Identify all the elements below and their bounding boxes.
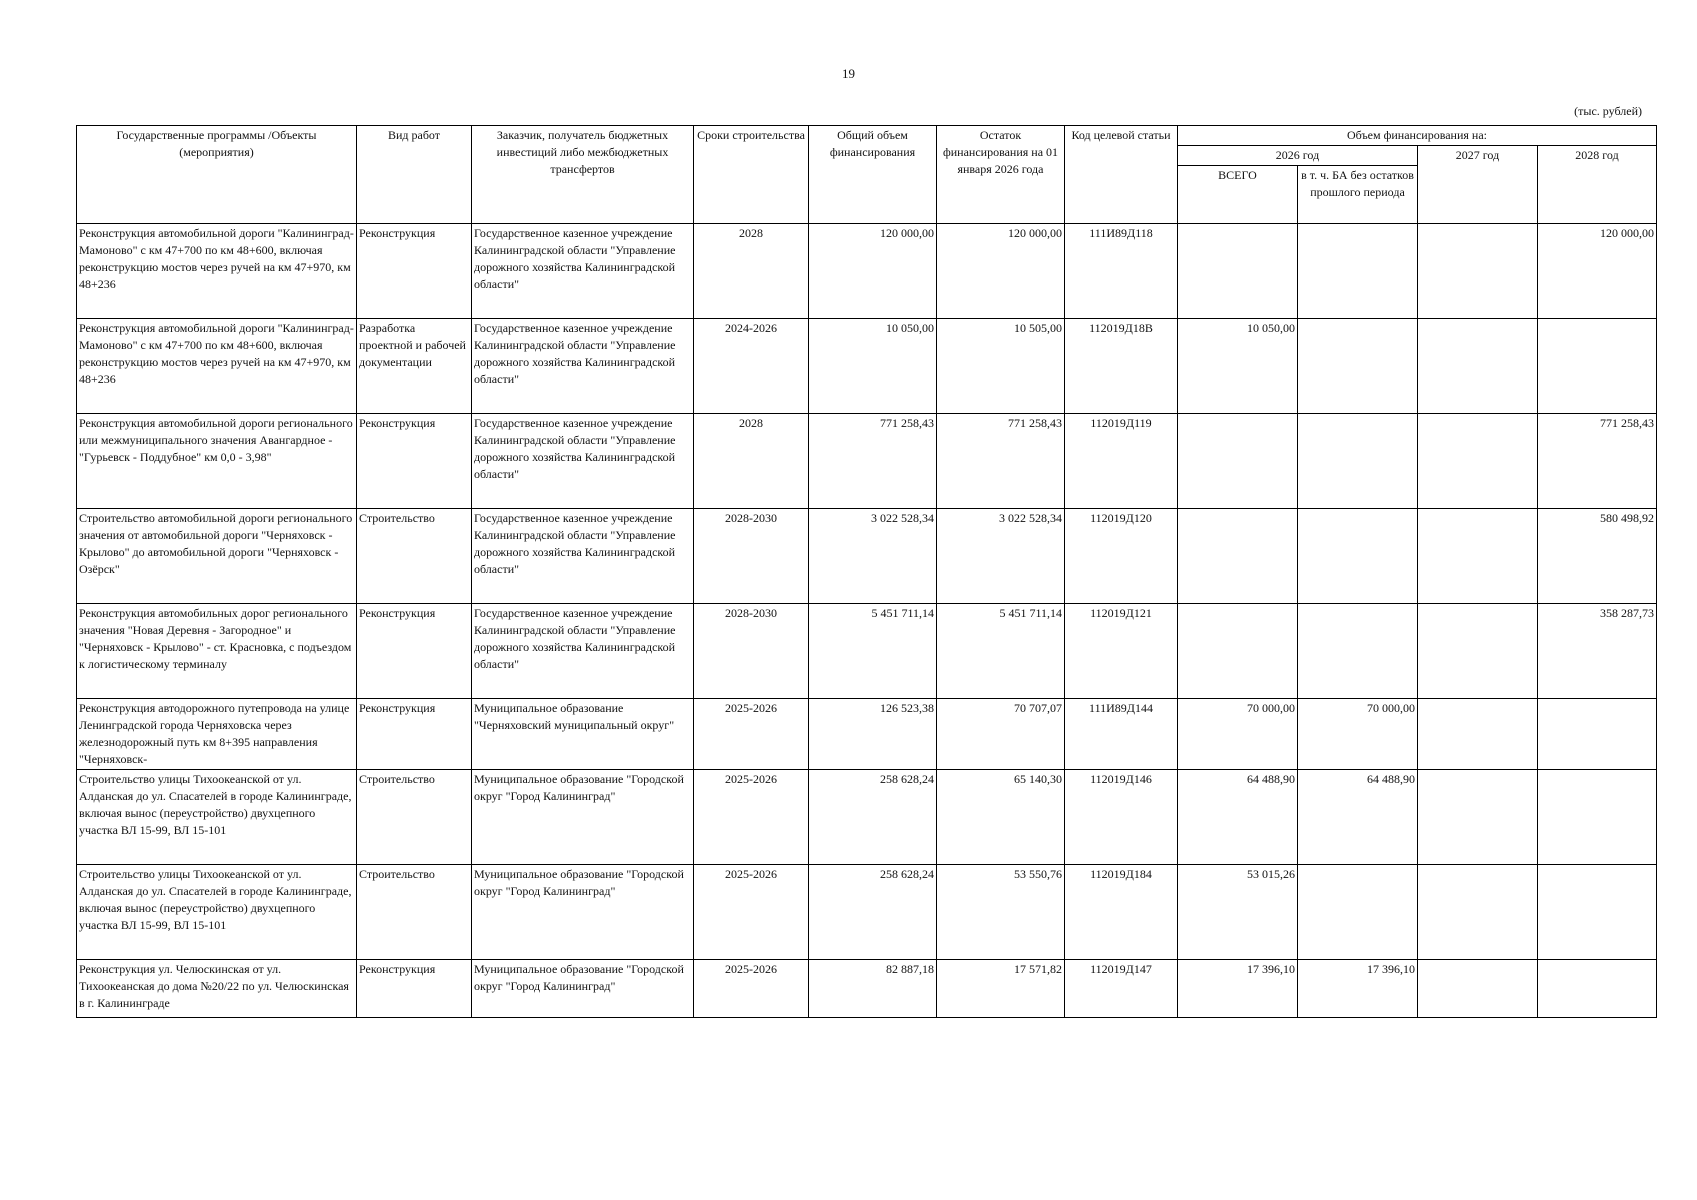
cell-program: Реконструкция автомобильной дороги регионального или межмуниципального значения Авангардное - "Гурьевск - Поддубное" км 0,0 - 3,98": [77, 414, 357, 509]
cell-remainder: 17 571,82: [937, 960, 1065, 1018]
cell-work-type: Реконструкция: [357, 960, 472, 1018]
cell-program: Реконструкция автодорожного путепровода на улице Ленинградской города Черняховска через железнодорожный путь км 8+395 направления "Черняховск-: [77, 699, 357, 770]
cell-total: 258 628,24: [809, 770, 937, 865]
cell-customer: Государственное казенное учреждение Калининградской области "Управление дорожного хозяйства Калининградской области": [472, 414, 694, 509]
cell-program: Реконструкция ул. Челюскинская от ул. Тихоокеанская до дома №20/22 по ул. Челюскинская в г. Калининграде: [77, 960, 357, 1018]
cell-2027: [1418, 319, 1538, 414]
header-2027: 2027 год: [1418, 146, 1538, 224]
header-all: ВСЕГО: [1178, 166, 1298, 224]
table-row: [77, 319, 1657, 414]
cell-program: Строительство автомобильной дороги регионального значения от автомобильной дороги "Черняховск - Крылово" до автомобильной дороги "Черняховск - Озёрск": [77, 509, 357, 604]
cell-total: 82 887,18: [809, 960, 937, 1018]
cell-total: 126 523,38: [809, 699, 937, 770]
cell-2026-all: 17 396,10: [1178, 960, 1298, 1018]
cell-2026-all: [1178, 414, 1298, 509]
cell-work-type: Строительство: [357, 770, 472, 865]
cell-work-type: Разработка проектной и рабочей документации: [357, 319, 472, 414]
cell-2027: [1418, 224, 1538, 319]
cell-work-type: Реконструкция: [357, 414, 472, 509]
cell-2026-ba: [1298, 604, 1418, 699]
cell-2026-all: [1178, 224, 1298, 319]
header-remainder: Остаток финансирования на 01 января 2026 года: [937, 126, 1065, 224]
cell-code: 112019Д147: [1065, 960, 1178, 1018]
cell-2026-ba: [1298, 319, 1418, 414]
cell-2027: [1418, 414, 1538, 509]
cell-2026-all: [1178, 604, 1298, 699]
cell-period: 2025-2026: [694, 699, 809, 770]
cell-code: 111И89Д118: [1065, 224, 1178, 319]
cell-code: 112019Д120: [1065, 509, 1178, 604]
cell-remainder: 70 707,07: [937, 699, 1065, 770]
financing-table: [76, 125, 1657, 1018]
cell-work-type: Строительство: [357, 865, 472, 960]
cell-customer: Муниципальное образование "Городской округ "Город Калининград": [472, 865, 694, 960]
cell-code: 112019Д119: [1065, 414, 1178, 509]
cell-period: 2025-2026: [694, 960, 809, 1018]
cell-2028: [1538, 960, 1657, 1018]
cell-program: Реконструкция автомобильной дороги "Калининград-Мамоново" с км 47+700 по км 48+600, включая реконструкцию мостов через ручей на км 47+970, км 48+236: [77, 319, 357, 414]
cell-2026-all: 70 000,00: [1178, 699, 1298, 770]
cell-remainder: 771 258,43: [937, 414, 1065, 509]
cell-remainder: 65 140,30: [937, 770, 1065, 865]
header-funding: Объем финансирования на:: [1178, 126, 1657, 146]
header-2028: 2028 год: [1538, 146, 1657, 224]
table-row: [77, 604, 1657, 699]
cell-code: 112019Д18В: [1065, 319, 1178, 414]
table-row: [77, 699, 1657, 770]
cell-period: 2025-2026: [694, 865, 809, 960]
cell-2026-all: 64 488,90: [1178, 770, 1298, 865]
cell-remainder: 120 000,00: [937, 224, 1065, 319]
cell-2028: 358 287,73: [1538, 604, 1657, 699]
header-total: Общий объем финансирования: [809, 126, 937, 224]
page-number: 19: [842, 66, 855, 81]
cell-period: 2025-2026: [694, 770, 809, 865]
table-row: [77, 224, 1657, 319]
cell-code: 112019Д121: [1065, 604, 1178, 699]
cell-2026-all: [1178, 509, 1298, 604]
cell-period: 2028-2030: [694, 509, 809, 604]
cell-2026-all: 10 050,00: [1178, 319, 1298, 414]
cell-2027: [1418, 960, 1538, 1018]
cell-2028: [1538, 865, 1657, 960]
cell-remainder: 10 505,00: [937, 319, 1065, 414]
cell-code: 112019Д146: [1065, 770, 1178, 865]
header-program: Государственные программы /Объекты (мероприятия): [77, 126, 357, 224]
table-row: [77, 865, 1657, 960]
cell-program: Строительство улицы Тихоокеанской от ул. Алданская до ул. Спасателей в городе Калининграде, включая вынос (переустройство) двухцепного участка ВЛ 15-99, ВЛ 15-101: [77, 770, 357, 865]
cell-code: 112019Д184: [1065, 865, 1178, 960]
header-customer: Заказчик, получатель бюджетных инвестиций либо межбюджетных трансфертов: [472, 126, 694, 224]
cell-total: 120 000,00: [809, 224, 937, 319]
cell-2026-ba: 70 000,00: [1298, 699, 1418, 770]
cell-2028: 120 000,00: [1538, 224, 1657, 319]
cell-total: 5 451 711,14: [809, 604, 937, 699]
cell-2028: [1538, 770, 1657, 865]
cell-2027: [1418, 509, 1538, 604]
cell-2026-ba: [1298, 865, 1418, 960]
cell-work-type: Реконструкция: [357, 224, 472, 319]
cell-program: Строительство улицы Тихоокеанской от ул. Алданская до ул. Спасателей в городе Калининграде, включая вынос (переустройство) двухцепного участка ВЛ 15-99, ВЛ 15-101: [77, 865, 357, 960]
cell-total: 258 628,24: [809, 865, 937, 960]
cell-2028: 580 498,92: [1538, 509, 1657, 604]
cell-period: 2028-2030: [694, 604, 809, 699]
cell-period: 2028: [694, 414, 809, 509]
header-work-type: Вид работ: [357, 126, 472, 224]
cell-2027: [1418, 865, 1538, 960]
cell-2026-ba: [1298, 224, 1418, 319]
table-row: [77, 770, 1657, 865]
header-ba: в т. ч. БА без остатков прошлого периода: [1298, 166, 1418, 224]
cell-total: 3 022 528,34: [809, 509, 937, 604]
cell-2026-ba: 64 488,90: [1298, 770, 1418, 865]
cell-total: 10 050,00: [809, 319, 937, 414]
table-row: [77, 960, 1657, 1018]
header-period: Сроки строительства: [694, 126, 809, 224]
cell-2026-all: 53 015,26: [1178, 865, 1298, 960]
cell-work-type: Реконструкция: [357, 699, 472, 770]
cell-2026-ba: 17 396,10: [1298, 960, 1418, 1018]
cell-customer: Государственное казенное учреждение Калининградской области "Управление дорожного хозяйства Калининградской области": [472, 319, 694, 414]
cell-customer: Государственное казенное учреждение Калининградской области "Управление дорожного хозяйства Калининградской области": [472, 224, 694, 319]
cell-program: Реконструкция автомобильной дороги "Калининград-Мамоново" с км 47+700 по км 48+600, включая реконструкцию мостов через ручей на км 47+970, км 48+236: [77, 224, 357, 319]
cell-2026-ba: [1298, 509, 1418, 604]
cell-work-type: Строительство: [357, 509, 472, 604]
cell-2028: [1538, 699, 1657, 770]
cell-2027: [1418, 604, 1538, 699]
header-2026: 2026 год: [1178, 146, 1418, 166]
cell-2027: [1418, 770, 1538, 865]
header-code: Код целевой статьи: [1065, 126, 1178, 224]
cell-work-type: Реконструкция: [357, 604, 472, 699]
cell-period: 2024-2026: [694, 319, 809, 414]
cell-program: Реконструкция автомобильных дорог регионального значения "Новая Деревня - Загородное" и "Черняховск - Крылово" - ст. Красновка, с подъездом к логистическому терминалу: [77, 604, 357, 699]
cell-customer: Муниципальное образование "Черняховский муниципальный округ": [472, 699, 694, 770]
cell-remainder: 5 451 711,14: [937, 604, 1065, 699]
cell-customer: Муниципальное образование "Городской округ "Город Калининград": [472, 770, 694, 865]
cell-2028: [1538, 319, 1657, 414]
cell-2028: 771 258,43: [1538, 414, 1657, 509]
cell-customer: Муниципальное образование "Городской округ "Город Калининград": [472, 960, 694, 1018]
cell-customer: Государственное казенное учреждение Калининградской области "Управление дорожного хозяйства Калининградской области": [472, 604, 694, 699]
cell-remainder: 3 022 528,34: [937, 509, 1065, 604]
cell-customer: Государственное казенное учреждение Калининградской области "Управление дорожного хозяйства Калининградской области": [472, 509, 694, 604]
cell-2026-ba: [1298, 414, 1418, 509]
cell-total: 771 258,43: [809, 414, 937, 509]
cell-period: 2028: [694, 224, 809, 319]
table-row: [77, 509, 1657, 604]
cell-remainder: 53 550,76: [937, 865, 1065, 960]
cell-2027: [1418, 699, 1538, 770]
units-note: (тыс. рублей): [1574, 104, 1642, 118]
cell-code: 111И89Д144: [1065, 699, 1178, 770]
table-row: [77, 414, 1657, 509]
